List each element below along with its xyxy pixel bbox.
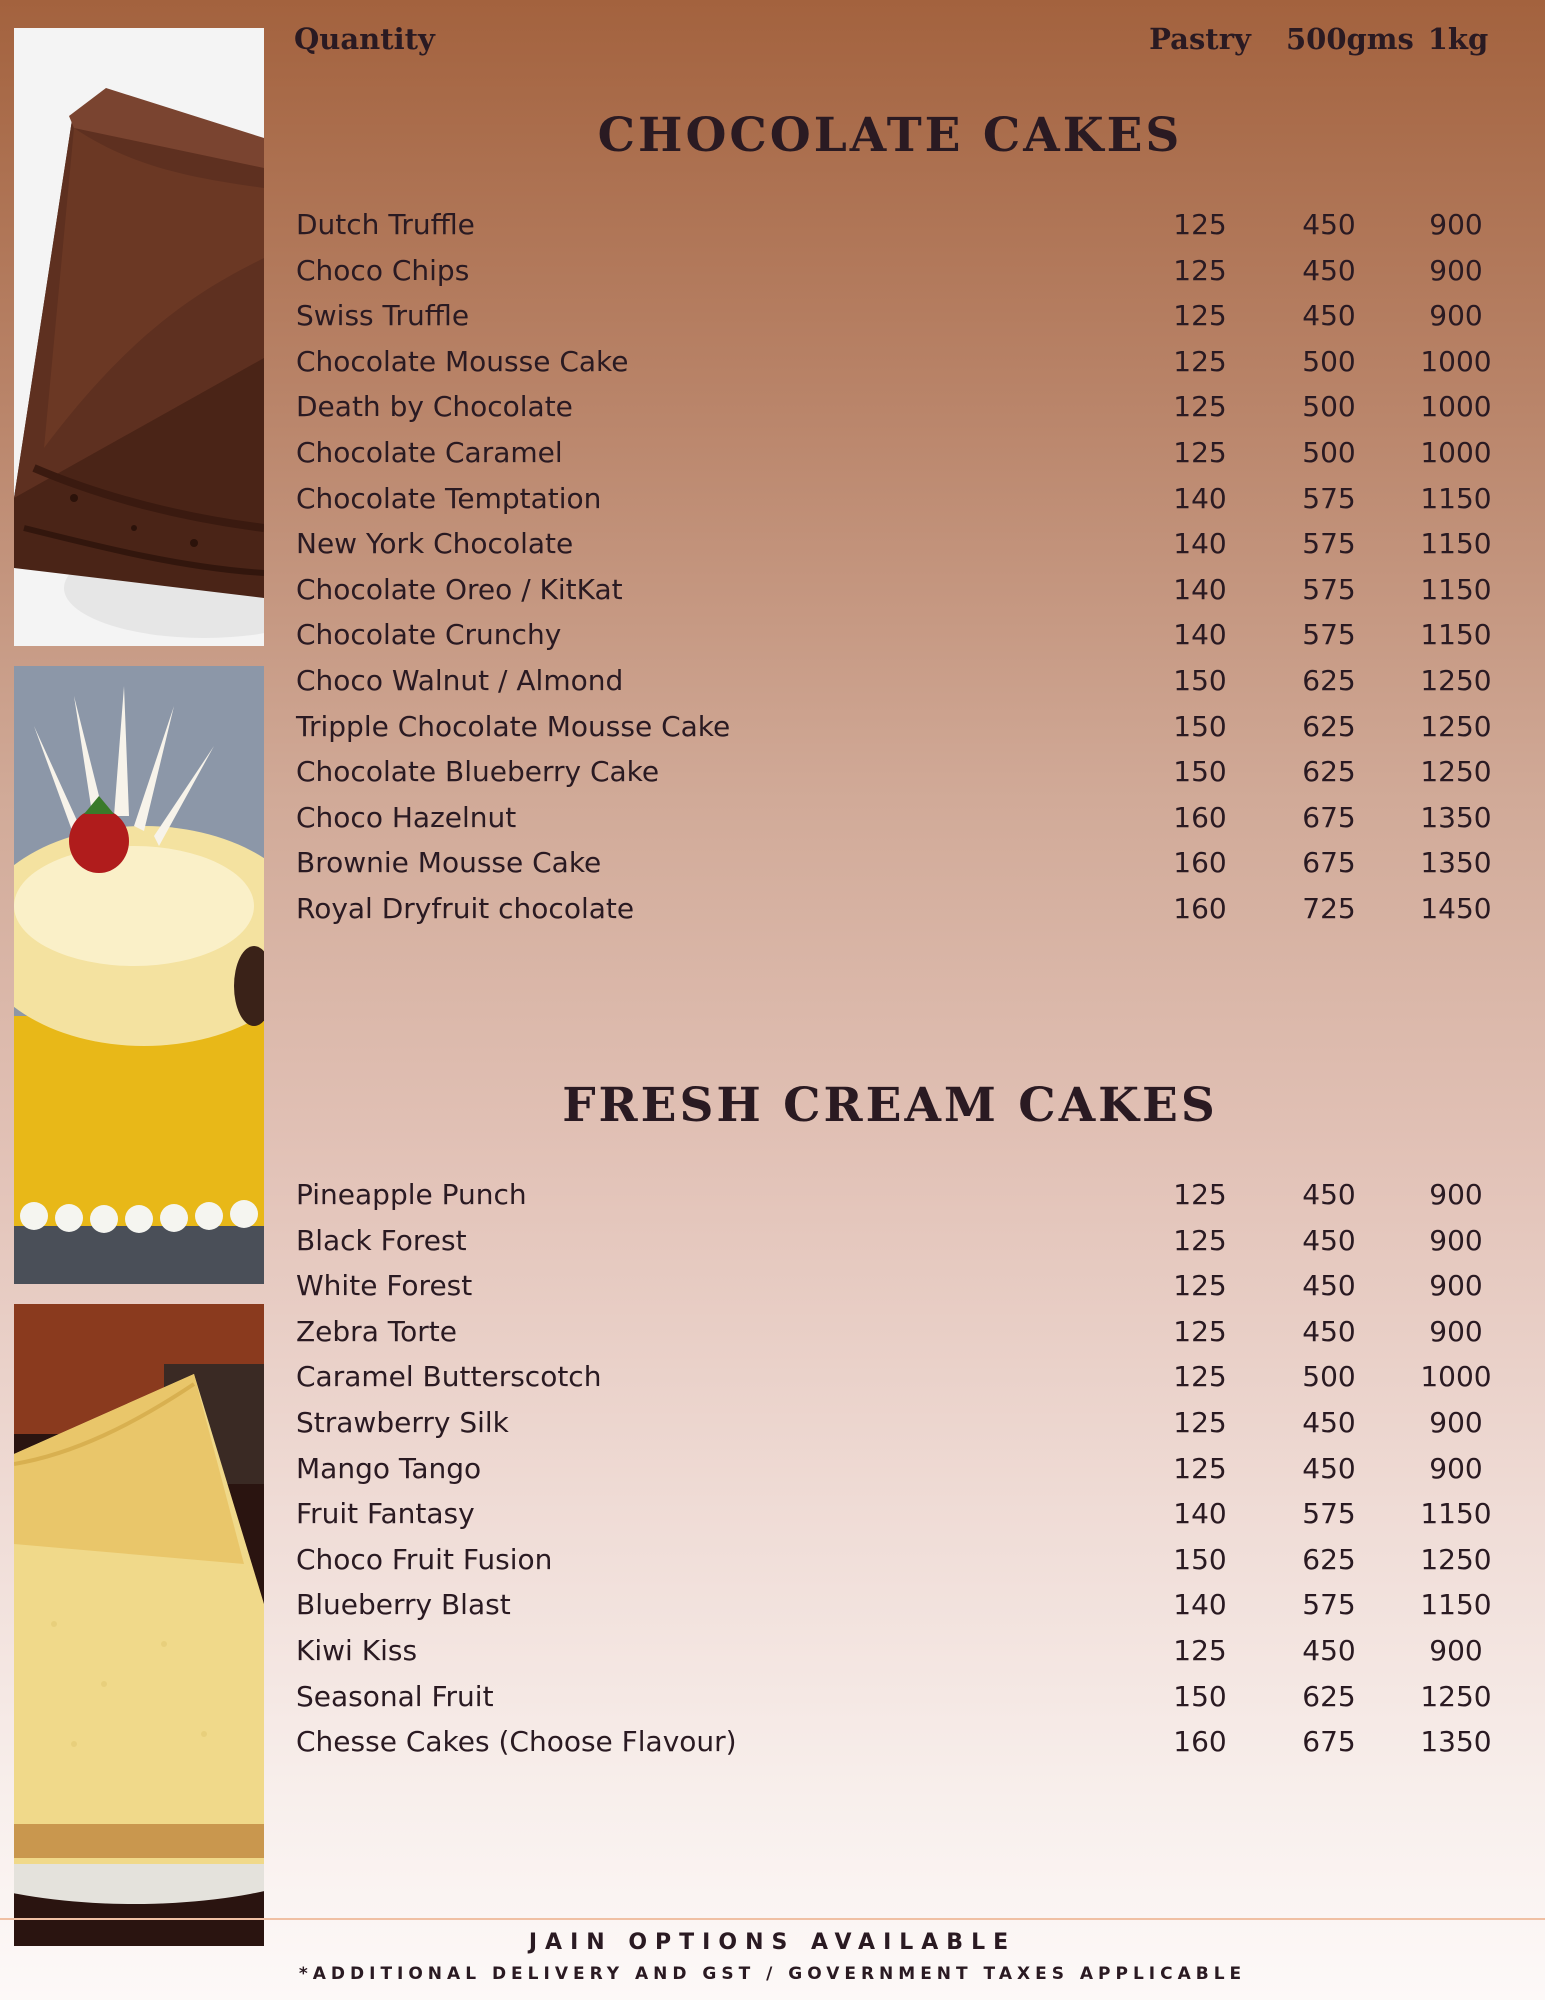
item-name: Choco Fruit Fusion [296,1542,553,1576]
pastry-price: 140 [1173,618,1227,652]
1kg-price: 900 [1429,1405,1483,1439]
menu-item [296,1582,1496,1628]
item-name: Choco Chips [296,253,470,287]
item-name: Strawberry Silk [296,1405,509,1439]
500gms-price: 450 [1302,299,1356,333]
pastry-price: 125 [1173,435,1227,469]
500gms-price: 625 [1302,1679,1356,1713]
500gms-price: 450 [1302,1223,1356,1257]
pastry-price: 125 [1173,299,1227,333]
menu-item [296,248,1496,294]
pastry-price: 125 [1173,1178,1227,1211]
menu-item [296,840,1496,886]
500gms-price: 675 [1302,800,1356,834]
1kg-price: 900 [1429,1223,1483,1257]
menu-item [296,1674,1496,1720]
1kg-price: 900 [1429,1451,1483,1485]
pastry-price: 125 [1173,1269,1227,1303]
1kg-price: 1000 [1420,1360,1492,1394]
menu-item [296,384,1496,430]
pastry-price: 160 [1173,800,1227,834]
1kg-price: 1250 [1420,755,1492,789]
500gms-price: 450 [1302,253,1356,287]
1kg-price: 900 [1429,1178,1483,1211]
menu-item [296,886,1496,932]
menu-item [296,476,1496,522]
menu-item [296,293,1496,339]
pastry-price: 140 [1173,1588,1227,1622]
500gms-price: 575 [1302,527,1356,561]
1kg-price: 1150 [1420,527,1492,561]
500gms-price: 575 [1302,1588,1356,1622]
1kg-price: 1250 [1420,1679,1492,1713]
500gms-price: 675 [1302,1725,1356,1759]
chocolate-cakes-list [296,202,1496,932]
pastry-price: 125 [1173,344,1227,378]
cheesecake-photo [14,1304,264,1946]
menu-item [296,567,1496,613]
fresh-cream-cakes-title: FRESH CREAM CAKES [562,1078,1218,1133]
pastry-price: 140 [1173,1497,1227,1531]
cheesecake-illustration [14,1304,264,1946]
pastry-price: 125 [1173,1223,1227,1257]
pastry-price: 125 [1173,1360,1227,1394]
pastry-header: Pastry [1149,22,1251,56]
item-name: Death by Chocolate [296,390,573,424]
item-name: Chocolate Oreo / KitKat [296,572,623,606]
1kg-price: 1350 [1420,800,1492,834]
item-name: Chocolate Caramel [296,435,563,469]
500gms-price: 450 [1302,1451,1356,1485]
500gms-header: 500gms [1286,22,1414,56]
1kg-price: 1250 [1420,709,1492,743]
1kg-price: 1450 [1420,891,1492,925]
500gms-price: 625 [1302,755,1356,789]
menu-item [296,1309,1496,1355]
pastry-price: 150 [1173,1679,1227,1713]
pastry-price: 150 [1173,755,1227,789]
pastry-price: 160 [1173,1725,1227,1759]
500gms-price: 450 [1302,1269,1356,1303]
1kg-price: 1250 [1420,663,1492,697]
500gms-price: 450 [1302,208,1356,241]
500gms-price: 450 [1302,1633,1356,1667]
menu-item [296,795,1496,841]
jain-options-note: JAIN OPTIONS AVAILABLE [528,1930,1017,1955]
1kg-price: 900 [1429,1633,1483,1667]
item-name: Brownie Mousse Cake [296,846,602,880]
item-name: Kiwi Kiss [296,1633,418,1667]
pastry-price: 125 [1173,1405,1227,1439]
pastry-price: 160 [1173,891,1227,925]
pastry-price: 150 [1173,663,1227,697]
menu-item [296,749,1496,795]
menu-item [296,612,1496,658]
item-name: Choco Walnut / Almond [296,663,624,697]
1kg-price: 1150 [1420,572,1492,606]
1kg-header: 1kg [1427,22,1489,56]
pastry-price: 140 [1173,527,1227,561]
item-name: Chocolate Blueberry Cake [296,755,660,789]
500gms-price: 575 [1302,572,1356,606]
menu-item [296,1172,1496,1218]
pastry-price: 125 [1173,208,1227,241]
item-name: Choco Hazelnut [296,800,517,834]
footer-divider [0,1918,1545,1920]
quantity-header: Quantity [294,22,435,56]
menu-item [296,521,1496,567]
1kg-price: 1250 [1420,1542,1492,1576]
menu-item [296,339,1496,385]
500gms-price: 500 [1302,344,1356,378]
500gms-price: 575 [1302,1497,1356,1531]
taxes-note: *ADDITIONAL DELIVERY AND GST / GOVERNMENT TAXES APPLICABLE [298,1964,1247,1984]
1kg-price: 900 [1429,1269,1483,1303]
item-name: Chocolate Mousse Cake [296,344,629,378]
500gms-price: 575 [1302,618,1356,652]
1kg-price: 1150 [1420,1497,1492,1531]
item-name: Mango Tango [296,1451,482,1485]
1kg-price: 1350 [1420,1725,1492,1759]
mango-cake-photo [14,666,264,1284]
500gms-price: 625 [1302,1542,1356,1576]
menu-item [296,202,1496,248]
item-name: Fruit Fantasy [296,1497,475,1531]
menu-item [296,1628,1496,1674]
item-name: Swiss Truffle [296,299,470,333]
1kg-price: 1000 [1420,435,1492,469]
500gms-price: 675 [1302,846,1356,880]
item-name: Chocolate Crunchy [296,618,562,652]
menu-item [296,658,1496,704]
1kg-price: 1350 [1420,846,1492,880]
500gms-price: 625 [1302,663,1356,697]
500gms-price: 500 [1302,435,1356,469]
500gms-price: 450 [1302,1314,1356,1348]
menu-item [296,1491,1496,1537]
1kg-price: 1150 [1420,481,1492,515]
chocolate-cakes-title: CHOCOLATE CAKES [597,108,1183,163]
item-name: Blueberry Blast [296,1588,511,1622]
1kg-price: 1000 [1420,390,1492,424]
pastry-price: 125 [1173,390,1227,424]
menu-item [296,1719,1496,1765]
500gms-price: 725 [1302,891,1356,925]
item-name: Black Forest [296,1223,467,1257]
item-name: Chocolate Temptation [296,481,602,515]
1kg-price: 900 [1429,299,1483,333]
pastry-price: 125 [1173,253,1227,287]
1kg-price: 1150 [1420,618,1492,652]
item-name: Tripple Chocolate Mousse Cake [296,709,731,743]
500gms-price: 625 [1302,709,1356,743]
pastry-price: 125 [1173,1314,1227,1348]
pastry-price: 140 [1173,481,1227,515]
chocolate-cake-photo [14,28,264,646]
item-name: Caramel Butterscotch [296,1360,602,1394]
mango-cake-illustration [14,666,264,1284]
item-name: Zebra Torte [296,1314,457,1348]
1kg-price: 900 [1429,1314,1483,1348]
menu-item [296,704,1496,750]
item-name: New York Chocolate [296,527,574,561]
1kg-price: 900 [1429,253,1483,287]
pastry-price: 125 [1173,1451,1227,1485]
fresh-cream-cakes-list [296,1172,1496,1765]
500gms-price: 450 [1302,1405,1356,1439]
500gms-price: 500 [1302,1360,1356,1394]
menu-item [296,1400,1496,1446]
menu-item [296,1263,1496,1309]
menu-item [296,1354,1496,1400]
pastry-price: 125 [1173,1633,1227,1667]
1kg-price: 1150 [1420,1588,1492,1622]
item-name: Royal Dryfruit chocolate [296,891,635,925]
menu-item [296,1218,1496,1264]
item-name: Seasonal Fruit [296,1679,494,1713]
pastry-price: 140 [1173,572,1227,606]
chocolate-cake-illustration [14,28,264,646]
menu-item [296,1446,1496,1492]
item-name: Dutch Truffle [296,208,475,241]
1kg-price: 1000 [1420,344,1492,378]
pastry-price: 160 [1173,846,1227,880]
menu-item [296,1537,1496,1583]
item-name: Chesse Cakes (Choose Flavour) [296,1725,737,1759]
menu-item [296,430,1496,476]
1kg-price: 900 [1429,208,1483,241]
item-name: White Forest [296,1269,473,1303]
500gms-price: 450 [1302,1178,1356,1211]
item-name: Pineapple Punch [296,1178,527,1211]
500gms-price: 575 [1302,481,1356,515]
500gms-price: 500 [1302,390,1356,424]
pastry-price: 150 [1173,1542,1227,1576]
pastry-price: 150 [1173,709,1227,743]
